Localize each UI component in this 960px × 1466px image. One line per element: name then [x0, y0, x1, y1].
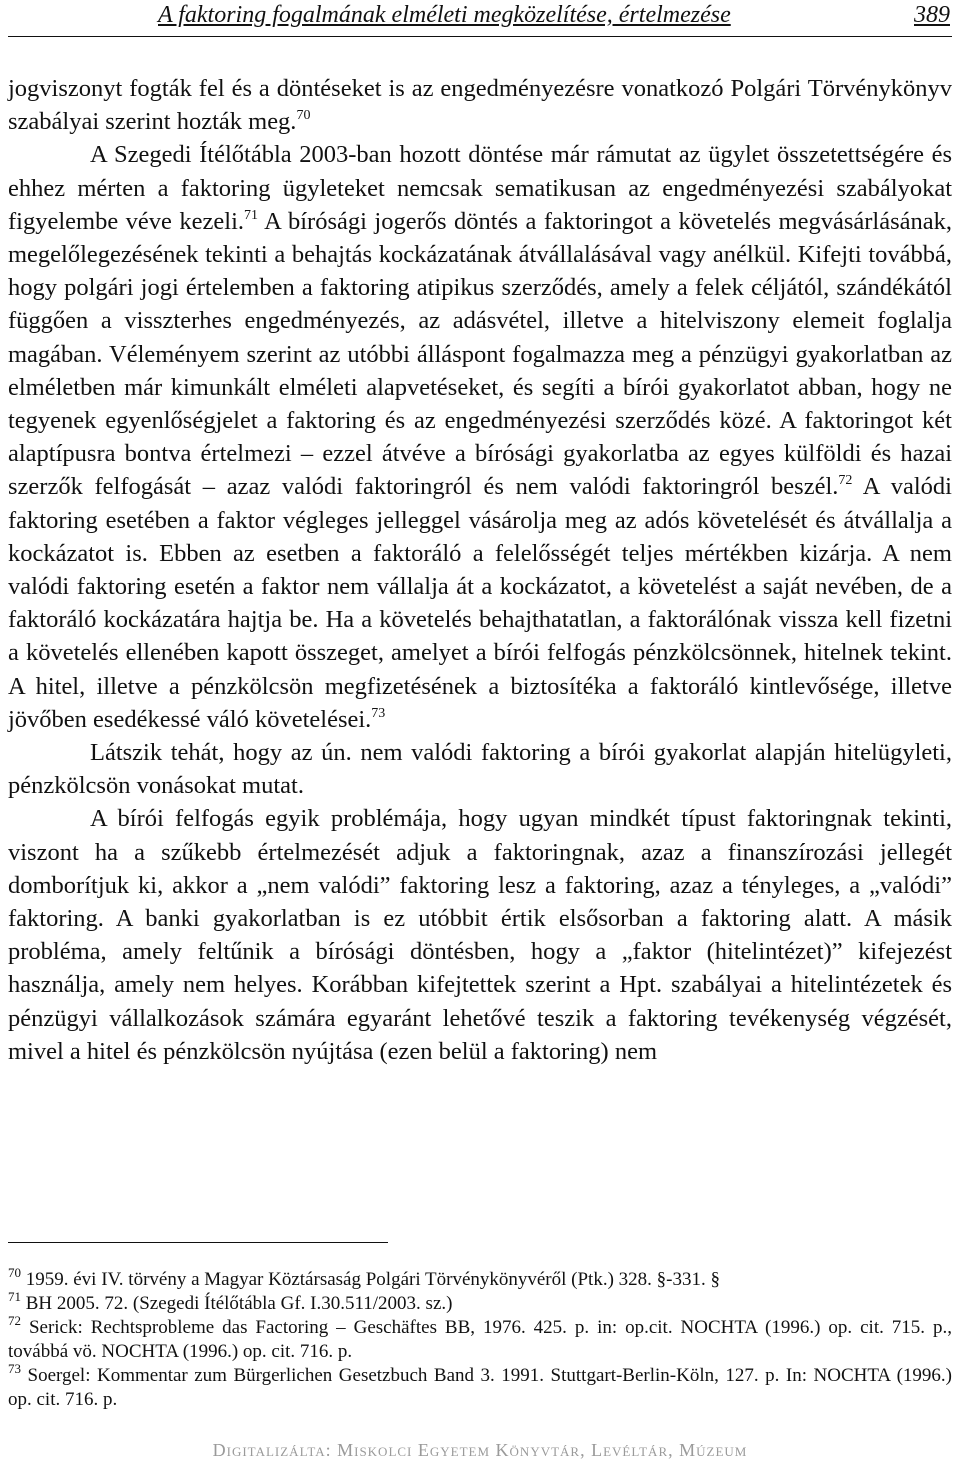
text-run: A bírósági jogerős döntés a faktoringot a követelés megvásárlásának, megelőlegezésének tekinti a behajtás kockázatának átvállalásával vagy anélkül. Kifejti továbbá, hogy polgári jogi értelemben a faktoring atipikus szerződés, amely a felek céljától, szándékától függően a visszterhes engedményezés, az adásvétel, illetve a hitelviszony elemeit foglalja magában. Véleményem szerint az utóbbi álláspont fogalmazza meg a pénzügyi gyakorlatban az elméletben már kimunkált elméleti alapvetéseket, és segíti a bírói gyakorlatot abban, hogy ne tegyenek egyenlőségjelet a faktoring és az engedményezési szerződés közé. A faktoringot két alaptípusra bontva értelmezi – ezzel átvéve a bírósági gyakorlatba az egyes külföldi és hazai szerzők felfogását – azaz valódi faktoringról és nem valódi faktoringról beszél.: [8, 207, 952, 501]
page-number: 389: [914, 2, 950, 28]
footnote-ref: 71: [244, 207, 259, 223]
text-run: jogviszonyt fogták fel és a döntéseket is az engedményezésre vonatkozó Polgári Törvénykönyv szabályai szerint hozták meg.: [8, 75, 952, 136]
footnotes: [8, 1265, 952, 1412]
footnote-text: Soergel: Kommentar zum Bürgerlichen Gesetzbuch Band 3. 1991. Stuttgart-Berlin-Köln, 127. p. In: NOCHTA (1996.) op. cit. 716. p.: [8, 1365, 952, 1410]
footnote-ref: 70: [296, 108, 311, 124]
running-title: A faktoring fogalmának elméleti megközelítése, értelmezése: [158, 2, 731, 28]
digitization-watermark: Digitalizálta: Miskolci Egyetem Könyvtár, Levéltár, Múzeum: [212, 1440, 748, 1460]
paragraph: [8, 138, 952, 736]
text-run: A bírói felfogás egyik problémája, hogy ugyan mindkét típust faktoringnak tekinti, viszont ha a szűkebb értelmezését adjuk a faktoringnak, azaz a finanszírozási jellegét domborítjuk ki, akkor a „nem valódi” faktoring lesz a faktoring, azaz a tényleges, a „valódi” faktoring. A banki gyakorlatban is ez utóbbit értik elsősorban a faktoring alatt. A másik probléma, amely feltűnik a bírósági döntésben, hogy a „faktor (hitelintézet)” kifejezést használja, amely nem helyes. Korábban kifejtettek szerint a Hpt. szabályai a hitelintézetek és pénzügyi vállalkozások számára egyaránt lehetővé teszik a faktoring tevékenység végzését, mivel a hitel és pénzkölcsön nyújtása (ezen belül a faktoring) nem: [8, 805, 952, 1065]
footnote: [8, 1361, 952, 1412]
footnote-number: 70: [8, 1265, 21, 1280]
footnote-ref: 72: [838, 473, 853, 489]
footnote-ref: 73: [371, 705, 386, 721]
footnote-separator: [8, 1242, 388, 1243]
footnote-number: 72: [8, 1313, 21, 1328]
text-run: A Szegedi Ítélőtábla 2003-ban hozott döntése már rámutat az ügylet összetettségére és ehhez mérten a faktoring ügyleteket nemcsak sematikusan az engedményezési szabályokat figyelembe véve kezeli.: [8, 141, 952, 235]
header-rule: [8, 36, 952, 37]
text-run: Látszik tehát, hogy az ún. nem valódi faktoring a bírói gyakorlat alapján hitelügyleti, pénzkölcsön vonásokat mutat.: [8, 739, 952, 800]
paragraph: [8, 736, 952, 802]
body-text: [8, 72, 952, 1068]
footnote-text: BH 2005. 72. (Szegedi Ítélőtábla Gf. I.30.511/2003. sz.): [21, 1293, 453, 1314]
footnote: [8, 1313, 952, 1364]
text-run: A valódi faktoring esetében a faktor végleges jelleggel vásárolja meg az adós követelését és átvállalja a kockázatot is. Ebben az esetben a faktoráló a felelősségét teljes mértékben kizárja. A nem valódi faktoring esetén a faktor nem vállalja át a kockázatot, a követelést a saját nevében, de a faktoráló kockázatára hajtja be. Ha a követelés behajthatatlan, a faktorálónak vissza kell fizetni a követelés ellenében kapott összeget, amelyet a bírói felfogás pénzkölcsönnek, hitelnek tekint. A hitel, illetve a pénzkölcsön megfizetésének a biztosítéka a faktoráló kintlevősége, illetve jövőben esedékessé váló követelései.: [8, 473, 952, 733]
footnote-text: Serick: Rechtsprobleme das Factoring – Geschäftes BB, 1976. 425. p. in: op.cit. NOCHTA (1996.) op. cit. 715. p., továbbá vö. NOCHTA (1996.) op. cit. 716. p.: [8, 1317, 952, 1362]
footnote-number: 73: [8, 1361, 21, 1376]
footnote-text: 1959. évi IV. törvény a Magyar Köztársaság Polgári Törvénykönyvéről (Ptk.) 328. §-331. §: [21, 1269, 720, 1290]
footnote: [8, 1289, 952, 1316]
paragraph: [8, 72, 952, 138]
footnote: [8, 1265, 952, 1292]
footnote-number: 71: [8, 1289, 21, 1304]
running-header: [8, 0, 952, 36]
paragraph: [8, 802, 952, 1068]
